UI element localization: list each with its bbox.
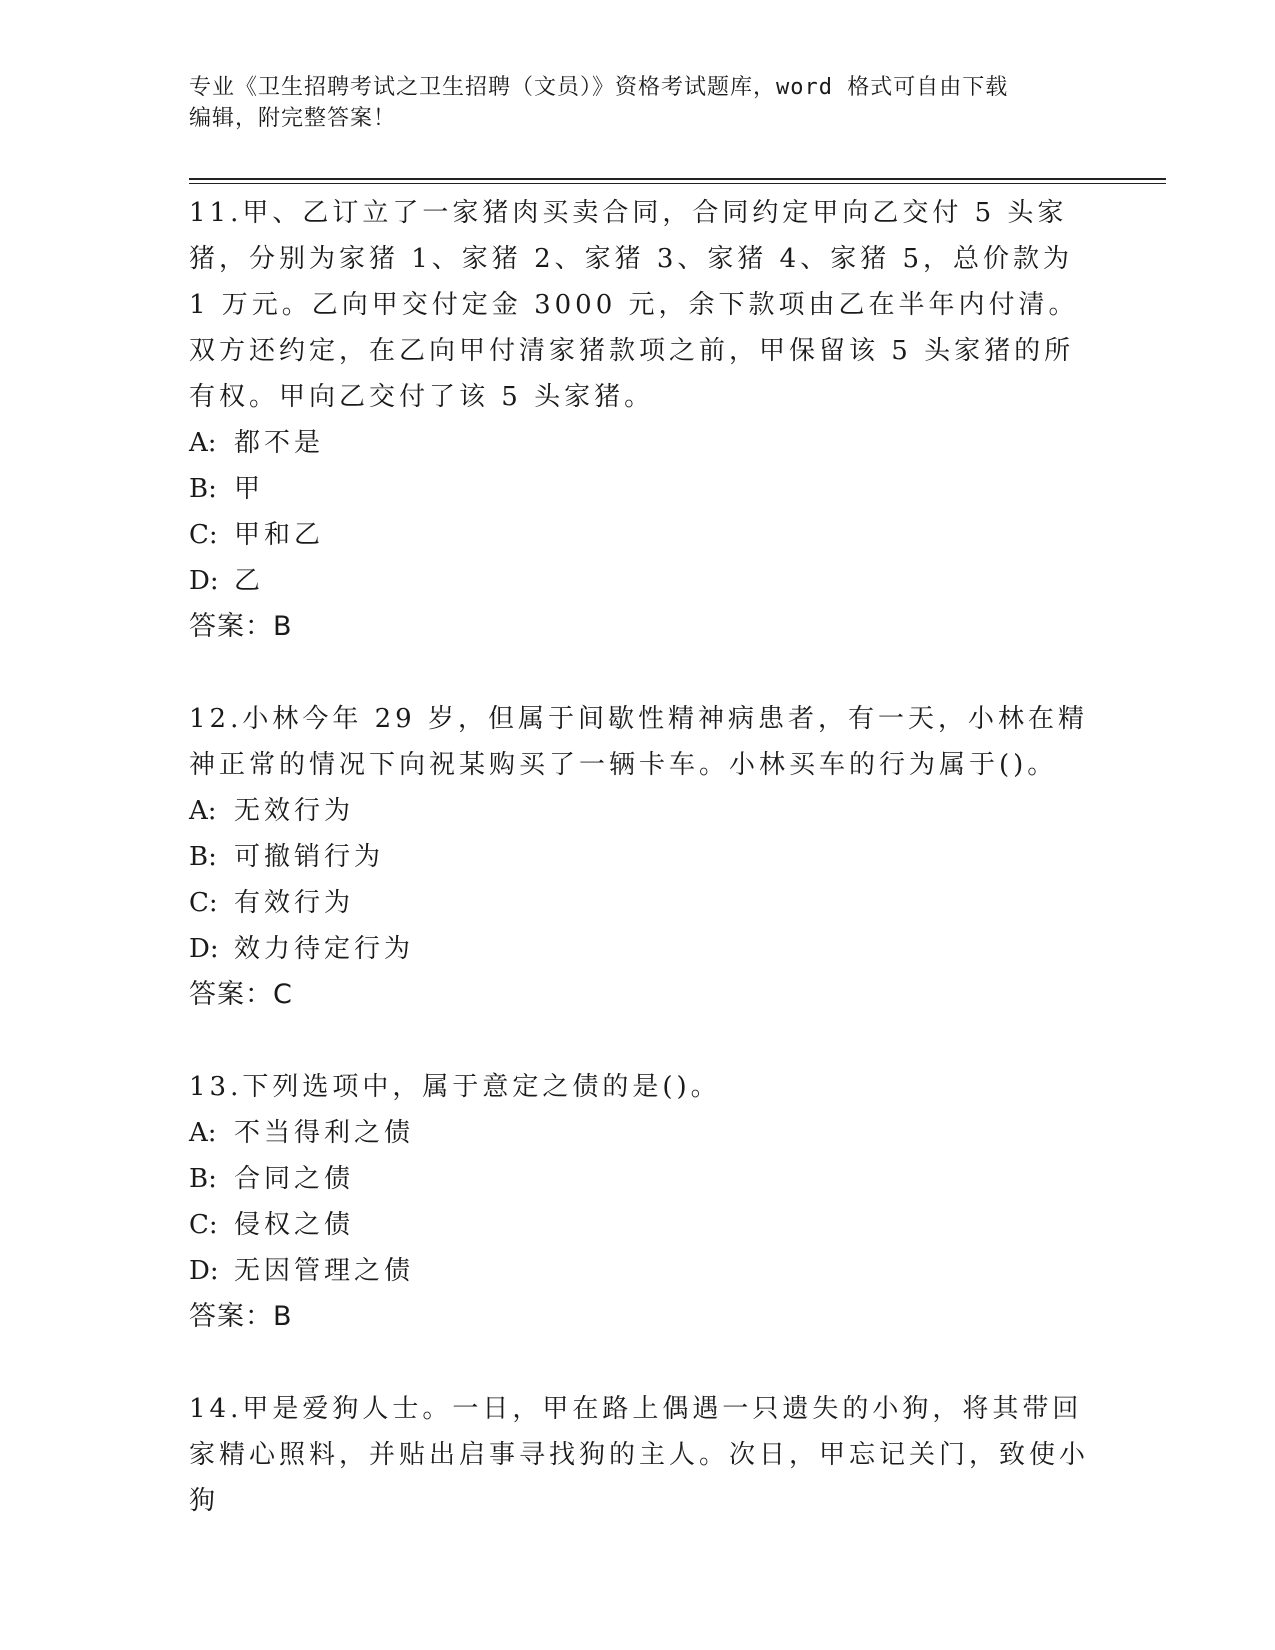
question-14 [189,1386,1099,1524]
option-text: 不当得利之债 [234,1118,415,1148]
option-key: D: [189,1256,219,1286]
option-key: A: [189,428,217,458]
question-text: 14.甲是爱狗人士。一日，甲在路上偶遇一只遗失的小狗，将其带回家精心照料，并贴出启事寻找狗的主人。次日，甲忘记关门，致使小狗 [189,1394,1090,1516]
question-11 [189,190,1099,650]
option-text: 有效行为 [234,888,355,918]
option-text: 乙 [234,566,265,596]
option-d [189,926,1099,972]
option-text: 可撤销行为 [234,842,385,872]
answer: 答案：B [189,1301,293,1332]
option-key: A: [189,1118,217,1148]
option-text: 甲和乙 [234,520,325,550]
option-key: C: [189,888,218,918]
option-key: B: [189,1164,217,1194]
option-key: D: [189,934,219,964]
header-line-2: 编辑，附完整答案！ [189,106,397,131]
answer: 答案：B [189,611,293,642]
option-key: D: [189,566,219,596]
option-text: 甲 [234,474,265,504]
spacer [189,650,1099,696]
question-text: 13.下列选项中，属于意定之债的是()。 [189,1072,721,1102]
option-b [189,834,1099,880]
option-d [189,558,1099,604]
option-text: 都不是 [234,428,325,458]
option-d [189,1248,1099,1294]
spacer [189,1340,1099,1386]
question-13 [189,1064,1099,1340]
option-key: A: [189,796,217,826]
answer: 答案：C [189,979,293,1010]
option-c [189,880,1099,926]
question-text: 11.甲、乙订立了一家猪肉买卖合同，合同约定甲向乙交付 5 头家猪，分别为家猪 1、家猪 2、家猪 3、家猪 4、家猪 5，总价款为 1 万元。乙向甲交付定金 3000 元，余下款项由乙在半年内付清。双方还约定，在乙向甲付清家猪款项之前，甲保留该 5 头家猪的所有权。甲向乙交付了该 5 头家猪。 [189,198,1079,412]
header-rule-thin [189,183,1166,184]
option-text: 侵权之债 [234,1210,355,1240]
option-text: 合同之债 [234,1164,355,1194]
option-a [189,1110,1099,1156]
option-key: C: [189,520,218,550]
option-b [189,466,1099,512]
option-key: B: [189,842,217,872]
option-text: 无因管理之债 [234,1256,415,1286]
header-line-1: 专业《卫生招聘考试之卫生招聘（文员）》资格考试题库，word 格式可自由下载 [189,75,1009,100]
question-text: 12.小林今年 29 岁，但属于间歇性精神病患者，有一天，小林在精神正常的情况下向祝某购买了一辆卡车。小林买车的行为属于()。 [189,704,1088,780]
option-key: C: [189,1210,218,1240]
option-text: 效力待定行为 [234,934,415,964]
spacer [189,1018,1099,1064]
document-header [189,72,1089,134]
option-a [189,788,1099,834]
option-c [189,512,1099,558]
option-c [189,1202,1099,1248]
option-b [189,1156,1099,1202]
option-a [189,420,1099,466]
option-key: B: [189,474,217,504]
header-rule-thick [189,178,1166,180]
question-12 [189,696,1099,1018]
option-text: 无效行为 [234,796,355,826]
question-list [189,190,1099,1524]
